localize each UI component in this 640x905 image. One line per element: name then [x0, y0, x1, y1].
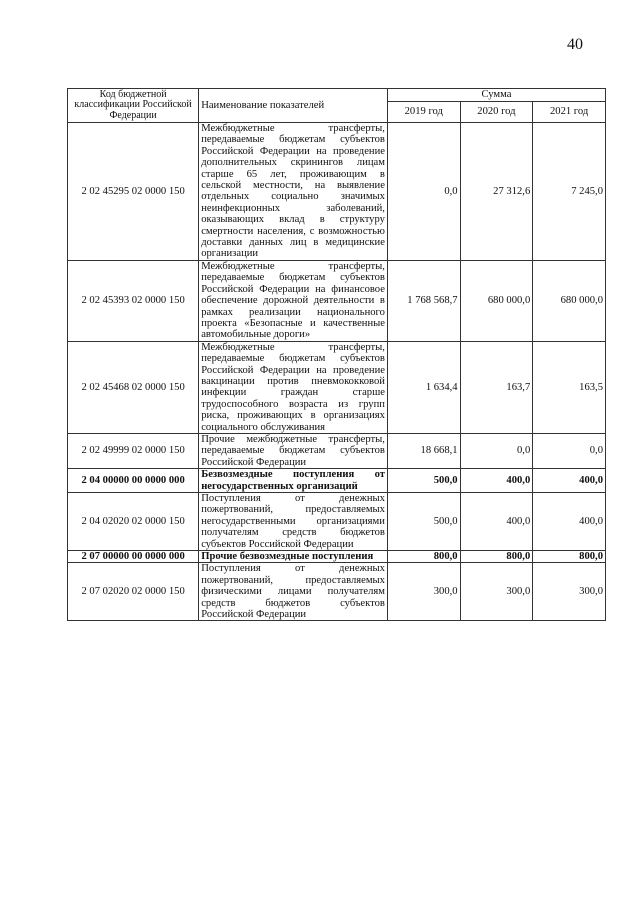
table-row: [68, 260, 606, 341]
amount-2021-cell: 800,0: [533, 551, 606, 563]
budget-code-cell: 2 04 00000 00 0000 000: [68, 469, 199, 493]
header-sum-column: Сумма: [387, 89, 605, 102]
page-number: 40: [567, 36, 583, 53]
table-row: [68, 563, 606, 621]
budget-code-cell: 2 02 45468 02 0000 150: [68, 341, 199, 433]
budget-code-cell: 2 04 02020 02 0000 150: [68, 493, 199, 551]
header-year-2020: 2020 год: [460, 102, 533, 123]
amount-2019-cell: 1 768 568,7: [387, 260, 460, 341]
amount-2020-cell: 800,0: [460, 551, 533, 563]
amount-2019-cell: 18 668,1: [387, 433, 460, 468]
amount-2020-cell: 400,0: [460, 493, 533, 551]
budget-code-cell: 2 07 02020 02 0000 150: [68, 563, 199, 621]
indicator-name-cell: Межбюджетные трансферты, передаваемые бюджетам субъектов Российской Федерации на проведение вакцинации против пневмококковой инфекции граждан старше трудоспособного возраста из групп риска, проживающих в организациях социального обслуживания: [199, 341, 388, 433]
amount-2019-cell: 800,0: [387, 551, 460, 563]
table-row: [68, 433, 606, 468]
amount-2020-cell: 300,0: [460, 563, 533, 621]
table-row: [68, 469, 606, 493]
header-name-column: Наименование показателей: [199, 89, 388, 123]
amount-2021-cell: 680 000,0: [533, 260, 606, 341]
table-header: [68, 89, 606, 123]
header-code-column: Код бюджетной классификации Российской Федерации: [68, 89, 199, 123]
header-year-2019: 2019 год: [387, 102, 460, 123]
budget-code-cell: 2 07 00000 00 0000 000: [68, 551, 199, 563]
amount-2019-cell: 500,0: [387, 469, 460, 493]
budget-code-cell: 2 02 49999 02 0000 150: [68, 433, 199, 468]
budget-code-cell: 2 02 45393 02 0000 150: [68, 260, 199, 341]
amount-2021-cell: 400,0: [533, 469, 606, 493]
table-row: [68, 341, 606, 433]
amount-2020-cell: 27 312,6: [460, 123, 533, 261]
indicator-name-cell: Межбюджетные трансферты, передаваемые бюджетам субъектов Российской Федерации на проведение дополнительных скринингов лицам старше 65 лет, проживающим в сельской местности, на выявление отдельных социально значимых неинфекционных заболеваний, оказывающих вклад в структуру смертности населения, с возможностью доставки данных лиц в медицинские организации: [199, 123, 388, 261]
amount-2021-cell: 400,0: [533, 493, 606, 551]
indicator-name-cell: Прочие безвозмездные поступления: [199, 551, 388, 563]
table-row: [68, 493, 606, 551]
amount-2021-cell: 300,0: [533, 563, 606, 621]
budget-revenue-table: [67, 88, 606, 621]
table-row: [68, 123, 606, 261]
indicator-name-cell: Межбюджетные трансферты, передаваемые бюджетам субъектов Российской Федерации на финансовое обеспечение дорожной деятельности в рамках реализации национального проекта «Безопасные и качественные автомобильные дороги»: [199, 260, 388, 341]
amount-2021-cell: 0,0: [533, 433, 606, 468]
amount-2020-cell: 680 000,0: [460, 260, 533, 341]
table-body: [68, 123, 606, 621]
amount-2021-cell: 163,5: [533, 341, 606, 433]
indicator-name-cell: Поступления от денежных пожертвований, предоставляемых физическими лицами получателям средств бюджетов субъектов Российской Федерации: [199, 563, 388, 621]
amount-2020-cell: 163,7: [460, 341, 533, 433]
amount-2020-cell: 0,0: [460, 433, 533, 468]
indicator-name-cell: Поступления от денежных пожертвований, предоставляемых негосударственными организациями получателям средств бюджетов субъектов Российской Федерации: [199, 493, 388, 551]
amount-2020-cell: 400,0: [460, 469, 533, 493]
amount-2019-cell: 0,0: [387, 123, 460, 261]
header-year-2021: 2021 год: [533, 102, 606, 123]
table-row: [68, 551, 606, 563]
budget-code-cell: 2 02 45295 02 0000 150: [68, 123, 199, 261]
amount-2019-cell: 500,0: [387, 493, 460, 551]
indicator-name-cell: Прочие межбюджетные трансферты, передаваемые бюджетам субъектов Российской Федерации: [199, 433, 388, 468]
indicator-name-cell: Безвозмездные поступления от негосударственных организаций: [199, 469, 388, 493]
amount-2019-cell: 1 634,4: [387, 341, 460, 433]
amount-2021-cell: 7 245,0: [533, 123, 606, 261]
amount-2019-cell: 300,0: [387, 563, 460, 621]
